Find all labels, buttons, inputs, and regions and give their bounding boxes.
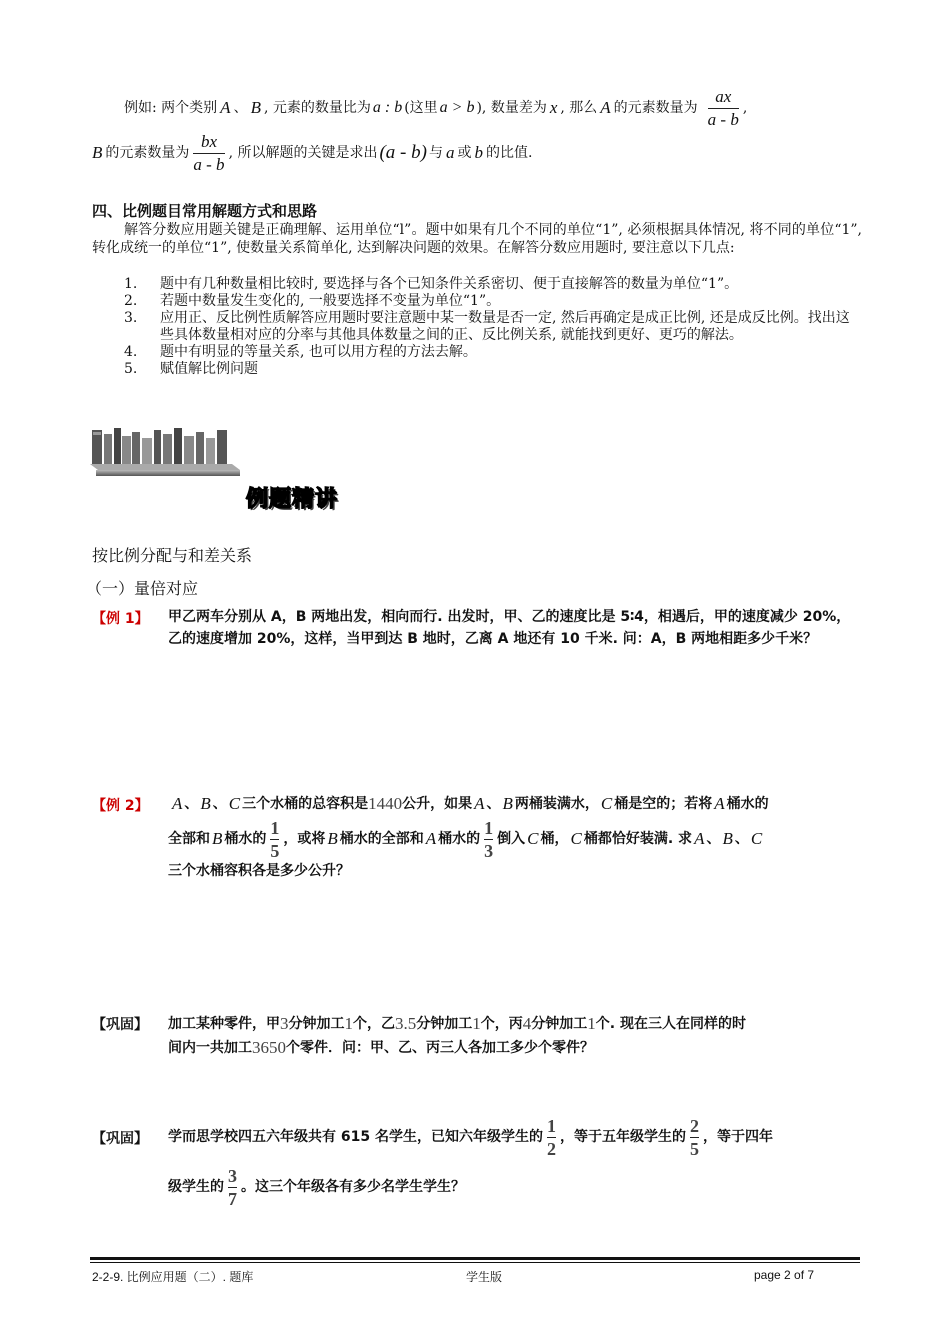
text: 。这三个年级各有多少名学生学生？: [241, 1179, 465, 1195]
text: ，等于五年级学生的: [559, 1129, 686, 1145]
footer-rule: [90, 1257, 860, 1260]
example-2-line-2: [168, 816, 868, 862]
tips-list: [90, 276, 862, 378]
text: ，或将: [283, 831, 326, 847]
text: 分钟加工: [416, 1016, 473, 1032]
heading-quantity-multiple: （一）量倍对应: [86, 579, 199, 598]
var-B: B: [212, 829, 223, 848]
text: 桶是空的；若将: [614, 796, 713, 812]
fraction-denominator: 5: [270, 840, 280, 861]
intro-text: 、: [233, 100, 248, 116]
intro-text: , 元素的数量比为: [263, 100, 371, 116]
separator: 、: [734, 831, 749, 847]
var-B: B: [200, 794, 211, 813]
var-A: A: [425, 829, 437, 848]
fraction-numerator: 3: [228, 1165, 237, 1186]
separator: 、: [212, 796, 227, 812]
fraction-denominator: 5: [689, 1138, 699, 1159]
text: 分钟加工: [288, 1016, 345, 1032]
fraction-denominator: 3: [484, 840, 494, 861]
list-item-text: 若题中数量发生变化的, 一般要选择不变量为单位“1”。: [160, 293, 501, 309]
var-A: A: [220, 98, 231, 117]
footer-rule-thin: [90, 1262, 860, 1263]
tips-list-item: [90, 310, 862, 344]
text: 个，丙: [480, 1016, 523, 1032]
tips-list-item: [90, 344, 862, 361]
var-C: C: [527, 829, 539, 848]
text: 桶水的: [224, 831, 267, 847]
intro-text: , 所以解题的关键是求出: [228, 145, 378, 161]
fraction-denominator: 7: [228, 1188, 237, 1209]
footer-page-number: page 2 of 7: [754, 1268, 815, 1282]
text: 桶水的: [726, 796, 769, 812]
text: 桶都恰好装满. 求: [583, 831, 693, 847]
separator: 、: [486, 796, 501, 812]
var-A: A: [474, 794, 485, 813]
fraction-numerator: ax: [715, 86, 732, 106]
list-item-number: 4.: [124, 344, 138, 360]
fraction-one-half: [547, 1115, 556, 1160]
var-B: B: [722, 829, 733, 848]
intro-line-1: [124, 88, 864, 128]
list-item-number: 1.: [124, 276, 138, 292]
list-item-text: 应用正、反比例性质解答应用题时要注意题中某一数量是否一定, 然后再确定是成正比例, 还是成反比例。找出这些具体数量相对应的分率与其他具体数量之间的正、反比例关系, 就能找到更好、更巧的解法。: [160, 310, 850, 343]
capacity-value: 1440: [368, 794, 403, 813]
var-C: C: [570, 829, 582, 848]
list-item-number: 3.: [124, 310, 138, 326]
text: 间内一共加工: [168, 1040, 252, 1056]
intro-text: 的比值.: [485, 145, 533, 161]
intro-text: 例如: 两个类别: [124, 100, 218, 116]
text: 桶水的: [438, 831, 481, 847]
var-b: b: [474, 143, 483, 162]
section-title: 四、比例题目常用解题方式和思路: [92, 202, 318, 220]
var-x: x: [549, 98, 558, 117]
fraction-denominator: a - b: [707, 109, 739, 129]
separator: 、: [706, 831, 721, 847]
text: 级学生的: [168, 1179, 224, 1195]
intro-text: 的元素数量为: [105, 145, 190, 161]
var-C: C: [228, 794, 241, 813]
fraction-numerator: 1: [270, 817, 280, 838]
consolidation-2-line-2: [168, 1164, 465, 1210]
text: 全部和: [168, 831, 210, 847]
list-item-number: 2.: [124, 293, 138, 309]
number: 3650: [252, 1038, 286, 1057]
text: 个零件．问：甲、乙、丙三人各加工多少个零件？: [286, 1040, 594, 1056]
separator: 、: [184, 796, 199, 812]
var-B: B: [502, 794, 513, 813]
text: 个，乙: [353, 1016, 395, 1032]
intro-text: , 那么: [560, 100, 598, 116]
text: 倒入: [497, 831, 526, 847]
fraction-numerator: bx: [200, 131, 217, 151]
number: 1: [587, 1014, 596, 1033]
text: 分钟加工: [531, 1016, 588, 1032]
example-1-label: 【例 1】: [92, 611, 149, 627]
fraction-ax-over-a-minus-b: [708, 86, 739, 131]
number: 1: [344, 1014, 353, 1033]
number: 1: [472, 1014, 481, 1033]
number: 3.5: [395, 1014, 417, 1033]
intro-text: ), 数量差为: [476, 100, 547, 116]
consolidation-1-line-2: [168, 1036, 594, 1060]
example-2-line-3: 三个水桶容积各是多少公升？: [168, 863, 350, 879]
footer-left: 2-2-9. 比例应用题（二）. 题库: [92, 1270, 254, 1284]
tips-list-item: [90, 361, 862, 378]
text: ，等于四年: [702, 1129, 773, 1145]
fraction-bx-over-a-minus-b: [193, 131, 224, 176]
var-B: B: [250, 98, 261, 117]
intro-text: 或: [457, 145, 472, 161]
list-item-text: 题中有几种数量相比较时, 要选择与各个已知条件关系密切、便于直接解答的数量为单位“1”。: [160, 276, 739, 292]
var-B: B: [92, 143, 103, 162]
text: 桶，: [540, 831, 569, 847]
fraction-two-fifths: [690, 1115, 699, 1160]
number: 4: [522, 1014, 532, 1033]
cond-expr: a > b: [439, 99, 475, 116]
var-B: B: [327, 829, 338, 848]
fraction-numerator: 1: [484, 817, 494, 838]
list-item-number: 5.: [124, 361, 138, 377]
var-A: A: [600, 98, 611, 117]
text: 桶水的全部和: [339, 831, 424, 847]
example-2-label: 【例 2】: [92, 798, 149, 814]
var-A: A: [172, 794, 183, 813]
list-item-text: 赋值解比例问题: [160, 361, 258, 377]
intro-text: ,: [742, 100, 748, 116]
intro-text: (这里: [404, 100, 438, 116]
intro-text: 与: [428, 145, 443, 161]
consolidation-1-label: 【巩固】: [92, 1017, 148, 1033]
var-A: A: [694, 829, 705, 848]
consolidation-1-line-1: [168, 1012, 868, 1036]
intro-line-2: [92, 130, 852, 176]
example-2-line-1: [168, 792, 868, 816]
books-banner: [90, 424, 240, 476]
text: 三个水桶的总容积是: [242, 796, 369, 812]
intro-text: 的元素数量为: [613, 100, 698, 116]
ratio-expr: a : b: [372, 99, 403, 116]
section-paragraph: 解答分数应用题关键是正确理解、运用单位“l”。题中如果有几个不同的单位“1”, 必须根据具体情况, 将不同的单位“1”, 转化成统一的单位“1”, 使数量关系简单化, 达到解决问题的效果。在解答分数应用题时, 要注意以下几点:: [92, 222, 862, 256]
var-a: a: [445, 143, 455, 162]
paren-expr: (a - b): [379, 142, 427, 163]
tips-list-item: [90, 276, 862, 293]
var-C: C: [600, 794, 613, 813]
fraction-denominator: a - b: [193, 154, 225, 174]
text: 个. 现在三人在同样的时: [595, 1016, 746, 1032]
fraction-numerator: 1: [546, 1115, 556, 1136]
text: 公升，如果: [402, 796, 473, 812]
text: 两桶装满水，: [514, 796, 599, 812]
consolidation-2-line-1: [168, 1114, 868, 1160]
var-C: C: [750, 829, 763, 848]
consolidation-2-label: 【巩固】: [92, 1131, 148, 1147]
var-A: A: [714, 794, 725, 813]
fraction-one-fifth: [270, 817, 279, 862]
fraction-numerator: 2: [689, 1115, 699, 1136]
books-icon: [90, 424, 240, 476]
tips-list-item: [90, 293, 862, 310]
fraction-one-third: [484, 817, 493, 862]
footer-center: 学生版: [466, 1270, 503, 1284]
fraction-three-sevenths: [228, 1165, 237, 1210]
example-1-text: 甲乙两车分别从 A，B 两地出发，相向而行. 出发时，甲、乙的速度比是 5∶4，相遇后，甲的速度减少 20%，乙的速度增加 20%，这样，当甲到达 B 地时，乙离 A 地还有 10 千米. 问：A，B 两地相距多少千米？: [168, 609, 851, 647]
heading-proportional-distribution: 按比例分配与和差关系: [92, 546, 253, 565]
list-item-text: 题中有明显的等量关系, 也可以用方程的方法去解。: [160, 344, 477, 360]
text: 加工某种零件，甲: [168, 1016, 280, 1032]
text: 学而思学校四五六年级共有 615 名学生，已知六年级学生的: [168, 1129, 543, 1145]
number: 3: [280, 1014, 289, 1033]
banner-title: 例题精讲: [246, 487, 339, 512]
fraction-denominator: 2: [546, 1138, 556, 1159]
